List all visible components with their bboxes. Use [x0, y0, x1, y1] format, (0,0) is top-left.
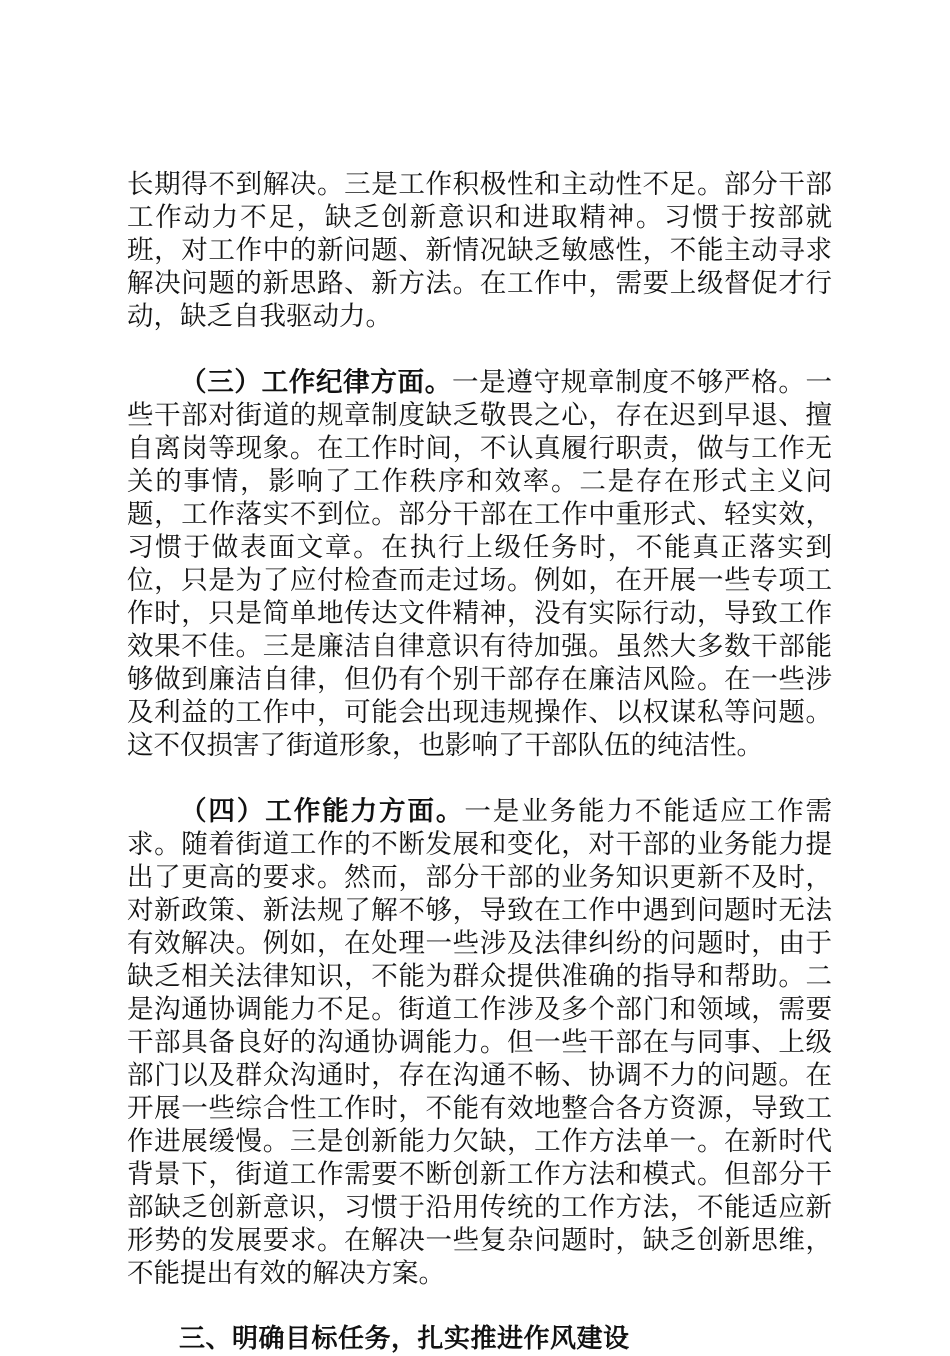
section-work-ability-heading: （四）工作能力方面。 — [180, 796, 465, 827]
paragraph-continuation: 长期得不到解决。三是工作积极性和主动性不足。部分干部工作动力不足，缺乏创新意识和进取精神。习惯于按部就班，对工作中的新问题、新情况缺乏敏感性，不能主动寻求解决问题的新思路、新方法。在工作中，需要上级督促才行动，缺乏自我驱动力。 — [127, 169, 832, 332]
section-work-discipline-heading: （三）工作纪律方面。 — [180, 367, 452, 398]
section-work-discipline-text: 一是遵守规章制度不够严格。一些干部对街道的规章制度缺乏敬畏之心，存在迟到早退、擅自离岗等现象。在工作时间，不认真履行职责，做与工作无关的事情，影响了工作秩序和效率。二是存在形式主义问题，工作落实不到位。部分干部在工作中重形式、轻实效，习惯于做表面文章。在执行上级任务时，不能真正落实到位，只是为了应付检查而走过场。例如，在开展一些专项工作时，只是简单地传达文件精神，没有实际行动，导致工作效果不佳。三是廉洁自律意识有待加强。虽然大多数干部能够做到廉洁自律，但仍有个别干部存在廉洁风险。在一些涉及利益的工作中，可能会出现违规操作、以权谋私等问题。这不仅损害了街道形象，也影响了干部队伍的纯洁性。 — [127, 367, 833, 761]
document-body — [127, 168, 832, 1356]
section-work-discipline — [127, 366, 832, 762]
section-work-ability — [127, 795, 832, 1290]
section-work-ability-text: 一是业务能力不能适应工作需求。随着街道工作的不断发展和变化，对干部的业务能力提出了更高的要求。然而，部分干部的业务知识更新不及时，对新政策、新法规了解不够，导致在工作中遇到问题时无法有效解决。例如，在处理一些涉及法律纠纷的问题时，由于缺乏相关法律知识，不能为群众提供准确的指导和帮助。二是沟通协调能力不足。街道工作涉及多个部门和领域，需要干部具备良好的沟通协调能力。但一些干部在与同事、上级部门以及群众沟通时，存在沟通不畅、协调不力的问题。在开展一些综合性工作时，不能有效地整合各方资源，导致工作进展缓慢。三是创新能力欠缺，工作方法单一。在新时代背景下，街道工作需要不断创新工作方法和模式。但部分干部缺乏创新意识，习惯于沿用传统的工作方法，不能适应新形势的发展要求。在解决一些复杂问题时，缺乏创新思维，不能提出有效的解决方案。 — [127, 796, 833, 1289]
chapter-heading-three: 三、明确目标任务，扎实推进作风建设 — [179, 1324, 630, 1354]
